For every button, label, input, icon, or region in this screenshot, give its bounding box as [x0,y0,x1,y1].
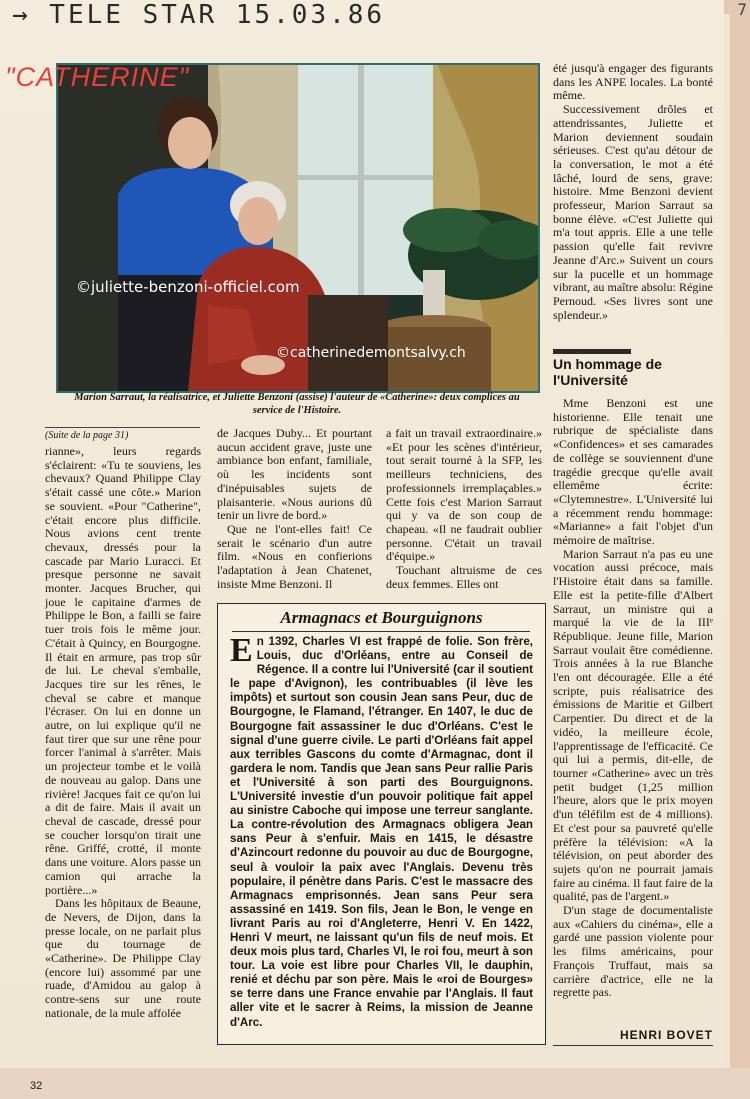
corner-mark: 7 [737,0,747,19]
sidebar-box-text: n 1392, Charles VI est frappé de folie. Son frère, Louis, duc d'Orléans, entre au Conseil de Régence. Il a contre lui l'Université (car il soutient le pape d'Avignon), les contribuables (il lève les impôts) et surtout son cousin Jean sans Peur, duc de Bourgogne, le Flamand, l'étranger. En 1407, le duc de Bourgogne fait assassiner le duc d'Orléans. C'est le signal d'une guerre civile. Le parti d'Orléans fait appel aux terribles Gascons du comte d'Armagnac, dont il gardera le nom. Tandis que Jean sans Peur rallie Paris et l'Université à son parti des Bourguignons. L'Université investie d'un pouvoir politique fait appel au sinistre Caboche qui impose une terreur sanglante. La contre-révolution des Armagnacs obligera Jean sans Peur à s'enfuir. Mais en 1415, le désastre d'Azincourt redonne du pouvoir au duc de Bourgogne, seul à vouloir la paix avec l'Anglais. Devenu très populaire, il pénètre dans Paris. C'est le massacre des Armagnacs emprisonnés. Jean sans Peur sera assassiné en 1419. Son fils, Jean le Bon, le venge en livrant Paris au roi d'Angleterre, Henri V. En 1422, Henri V meurt, ne laissant qu'un fils de neuf mois. Et deux mois plus tard, Charles VI, le roi fou, meurt à son tour. La voie est libre pour Charles VII, le dauphin, renié et déchu par son père. Mais le «roi de Bourges» se terre dans une France envahie par l'Anglais. Il faut aller vite et le sacrer à Reims, la mission de Jeanne d'Arc. [230,635,533,1029]
sidebar-box-title: Armagnacs et Bourguignons [280,608,483,627]
column-4-paragraph-4: Marion Sarraut n'a pas eu une vocation aussi précoce, mais l'Histoire était dans sa famille. Elle est la petite-fille d'Albert Sarraut, un ministre qui a marqué la vie de la IIIᵉ République. Jeune fille, Marion Sarraut voulait être comédienne. Trois années à la rue Blanche l'en ont découragée. Elle a été scripte, puis réalisatrice des émissions de Maritie et Gilbert Carpentier. Du direct et de la vidéo, la meilleure école, l'apprentissage de l'efficacité. Ce qui lui a permis, dit-elle, de tourner «Catherine» avec un très petit budget (1,25 million l'heure, alors que le prix moyen d'un téléfilm est de 4 millions). Et c'est pour sa pauvreté qu'elle préfère la télévision: «A la télévision, on peut aborder des sujets qu'on ne pourrait jamais faire au cinéma. Il faut faire de la qualité, pas de l'argent.» [553,546,713,904]
sidebar-box-rule [232,631,530,632]
column-4-paragraph-3: Mme Benzoni est une historienne. Elle tenait une rubrique de spécialiste dans «Confidences» et ses camarades de collège se souviennent d'une tragédie grecque qu'elle avait ellemême écrite: «Clytemnestre». L'Université lui a récemment rendu hommage: «Marianne» a fait l'objet d'un mémoire de maîtrise. [553,397,713,548]
column-4-top [553,62,713,344]
column-3 [386,427,542,599]
column-1-paragraph-1: rianne», leurs regards s'éclairent: «Tu te souviens, les chevaux? Quand Philippe Clay s'était cassé une côte.» Marion se souvient. «Pour "Catherine", c'était encore plus difficile. Nous avions cent trente chevaux, dressés pour la cascade par Mario Luracci. Et presque personne ne savait monter. Jacques Brucher, qui joue le capitaine d'armes de Philippe le Bon, a failli se faire tuer trois fois le même jour. C'était à Quincy, en Bourgogne. Il était en armure, pas trop sûr de lui. Le cheval s'emballe, Jacques tire sur les rênes, le cheval se cabre et manque l'écraser. On lui en donne un autre, on lui explique qu'il ne faut tirer que sur une rêne pour forcer l'animal à s'arrêter. Mais un projecteur tombe et le voilà de nouveau au galop. Dans une rivière! Jacques fait ce qu'on lui a dit de faire. Mais il avait un cheval de cascade, dressé pour se coucher lorsqu'on tirait une rêne. Griffé, crotté, il monte dans une voiture. Alors passe un camion qui arrache la portière...» [45,445,201,897]
column-2-paragraph-1: de Jacques Duby... Et pourtant aucun accident grave, juste une ambiance bon enfant, familiale, où les incidents sont d'inépuisables sujets de plaisanterie. «Nous aurions dû tenir un livre de bord.» [217,427,372,523]
continuation-note: (Suite de la page 31) [45,430,129,441]
sidebar-box-body [230,632,533,1030]
photo-watermark-2: ©catherinedemontsalvy.ch [276,345,466,361]
column-1 [45,445,201,1062]
article-photo [56,63,540,393]
suite-rule [45,427,200,428]
photo-illustration [58,65,538,391]
sidebar-box [217,603,546,1045]
footer-band [0,1068,750,1099]
section-subheading: Un hommage de l'Université [553,356,662,388]
column-2-paragraph-2: Que ne l'ont-elles fait! Ce serait le scénario d'un autre film. «Nous en confierions l'adaptation à Jean Chatenet, insiste Mme Benzoni. Il [217,521,372,591]
drop-cap: E [230,632,253,669]
column-4-paragraph-2: Successivement drôles et attendrissantes, Juliette et Marion deviennent soudain sérieuses. C'est qu'au détour de la conversation, le mot a été lâché, lourd de sens, grave: histoire. Mme Benzoni devient professeur, Marion Sarraut sa bonne élève. «C'est Juliette qui m'a tout appris. Elle a une telle passion qu'elle fait revivre Jeanne d'Arc.» Suivent un cours sur la pucelle et un hommage vibrant, au maître absolu: Régine Pernoud. «Ses livres sont une splendeur.» [553,102,713,322]
author-signature: HENRI BOVET [619,1028,713,1042]
handwritten-note: → TELE STAR 15.03.86 [12,0,386,30]
photo-watermark-1: ©juliette-benzoni-officiel.com [76,278,300,296]
subhead-bar [553,349,631,354]
column-2 [217,427,372,599]
page-number: 32 [30,1080,43,1092]
column-4-bottom [553,397,713,1027]
photo-caption: Marion Sarraut, la réalisatrice, et Juliette Benzoni (assise) l'auteur de «Catherine»: deux complices au service de l'Histoire. [74,392,520,416]
column-3-paragraph-1: a fait un travail extraordinaire.» «Et pour les scènes d'intérieur, tout serait tourné à la SFP, les meilleurs techniciens, des professionnels irremplaçables.» Cette fois c'est Marion Sarraut qui y va de son coup de chapeau. «Il ne faudrait oublier personne. C'était un travail d'équipe.» [386,427,542,564]
article-title: "CATHERINE" [5,62,190,92]
page-edge-highlight [724,14,730,1099]
signature-rule [553,1045,713,1046]
column-1-paragraph-2: Dans les hôpitaux de Beaune, de Nevers, de Dijon, dans la presse locale, on ne parlait plus que du tournage de «Catherine». De Philippe Clay (encore lui) assommé par une ruade, d'Amidou au galop à contre-sens sur une route nationale, de la mule affolée [45,896,201,1020]
column-4-paragraph-5: D'un stage de documentaliste aux «Cahiers du cinéma», elle a gardé une passion violente pour les films américains, pour François Truffaut, mais sa carrière d'actrice, elle ne la regrette pas. [553,903,713,1000]
column-4-paragraph-1: été jusqu'à engager des figurants dans les ANPE locales. La bonté même. [553,62,713,103]
column-3-paragraph-2: Touchant altruisme de ces deux femmes. Elles ont [386,563,542,591]
